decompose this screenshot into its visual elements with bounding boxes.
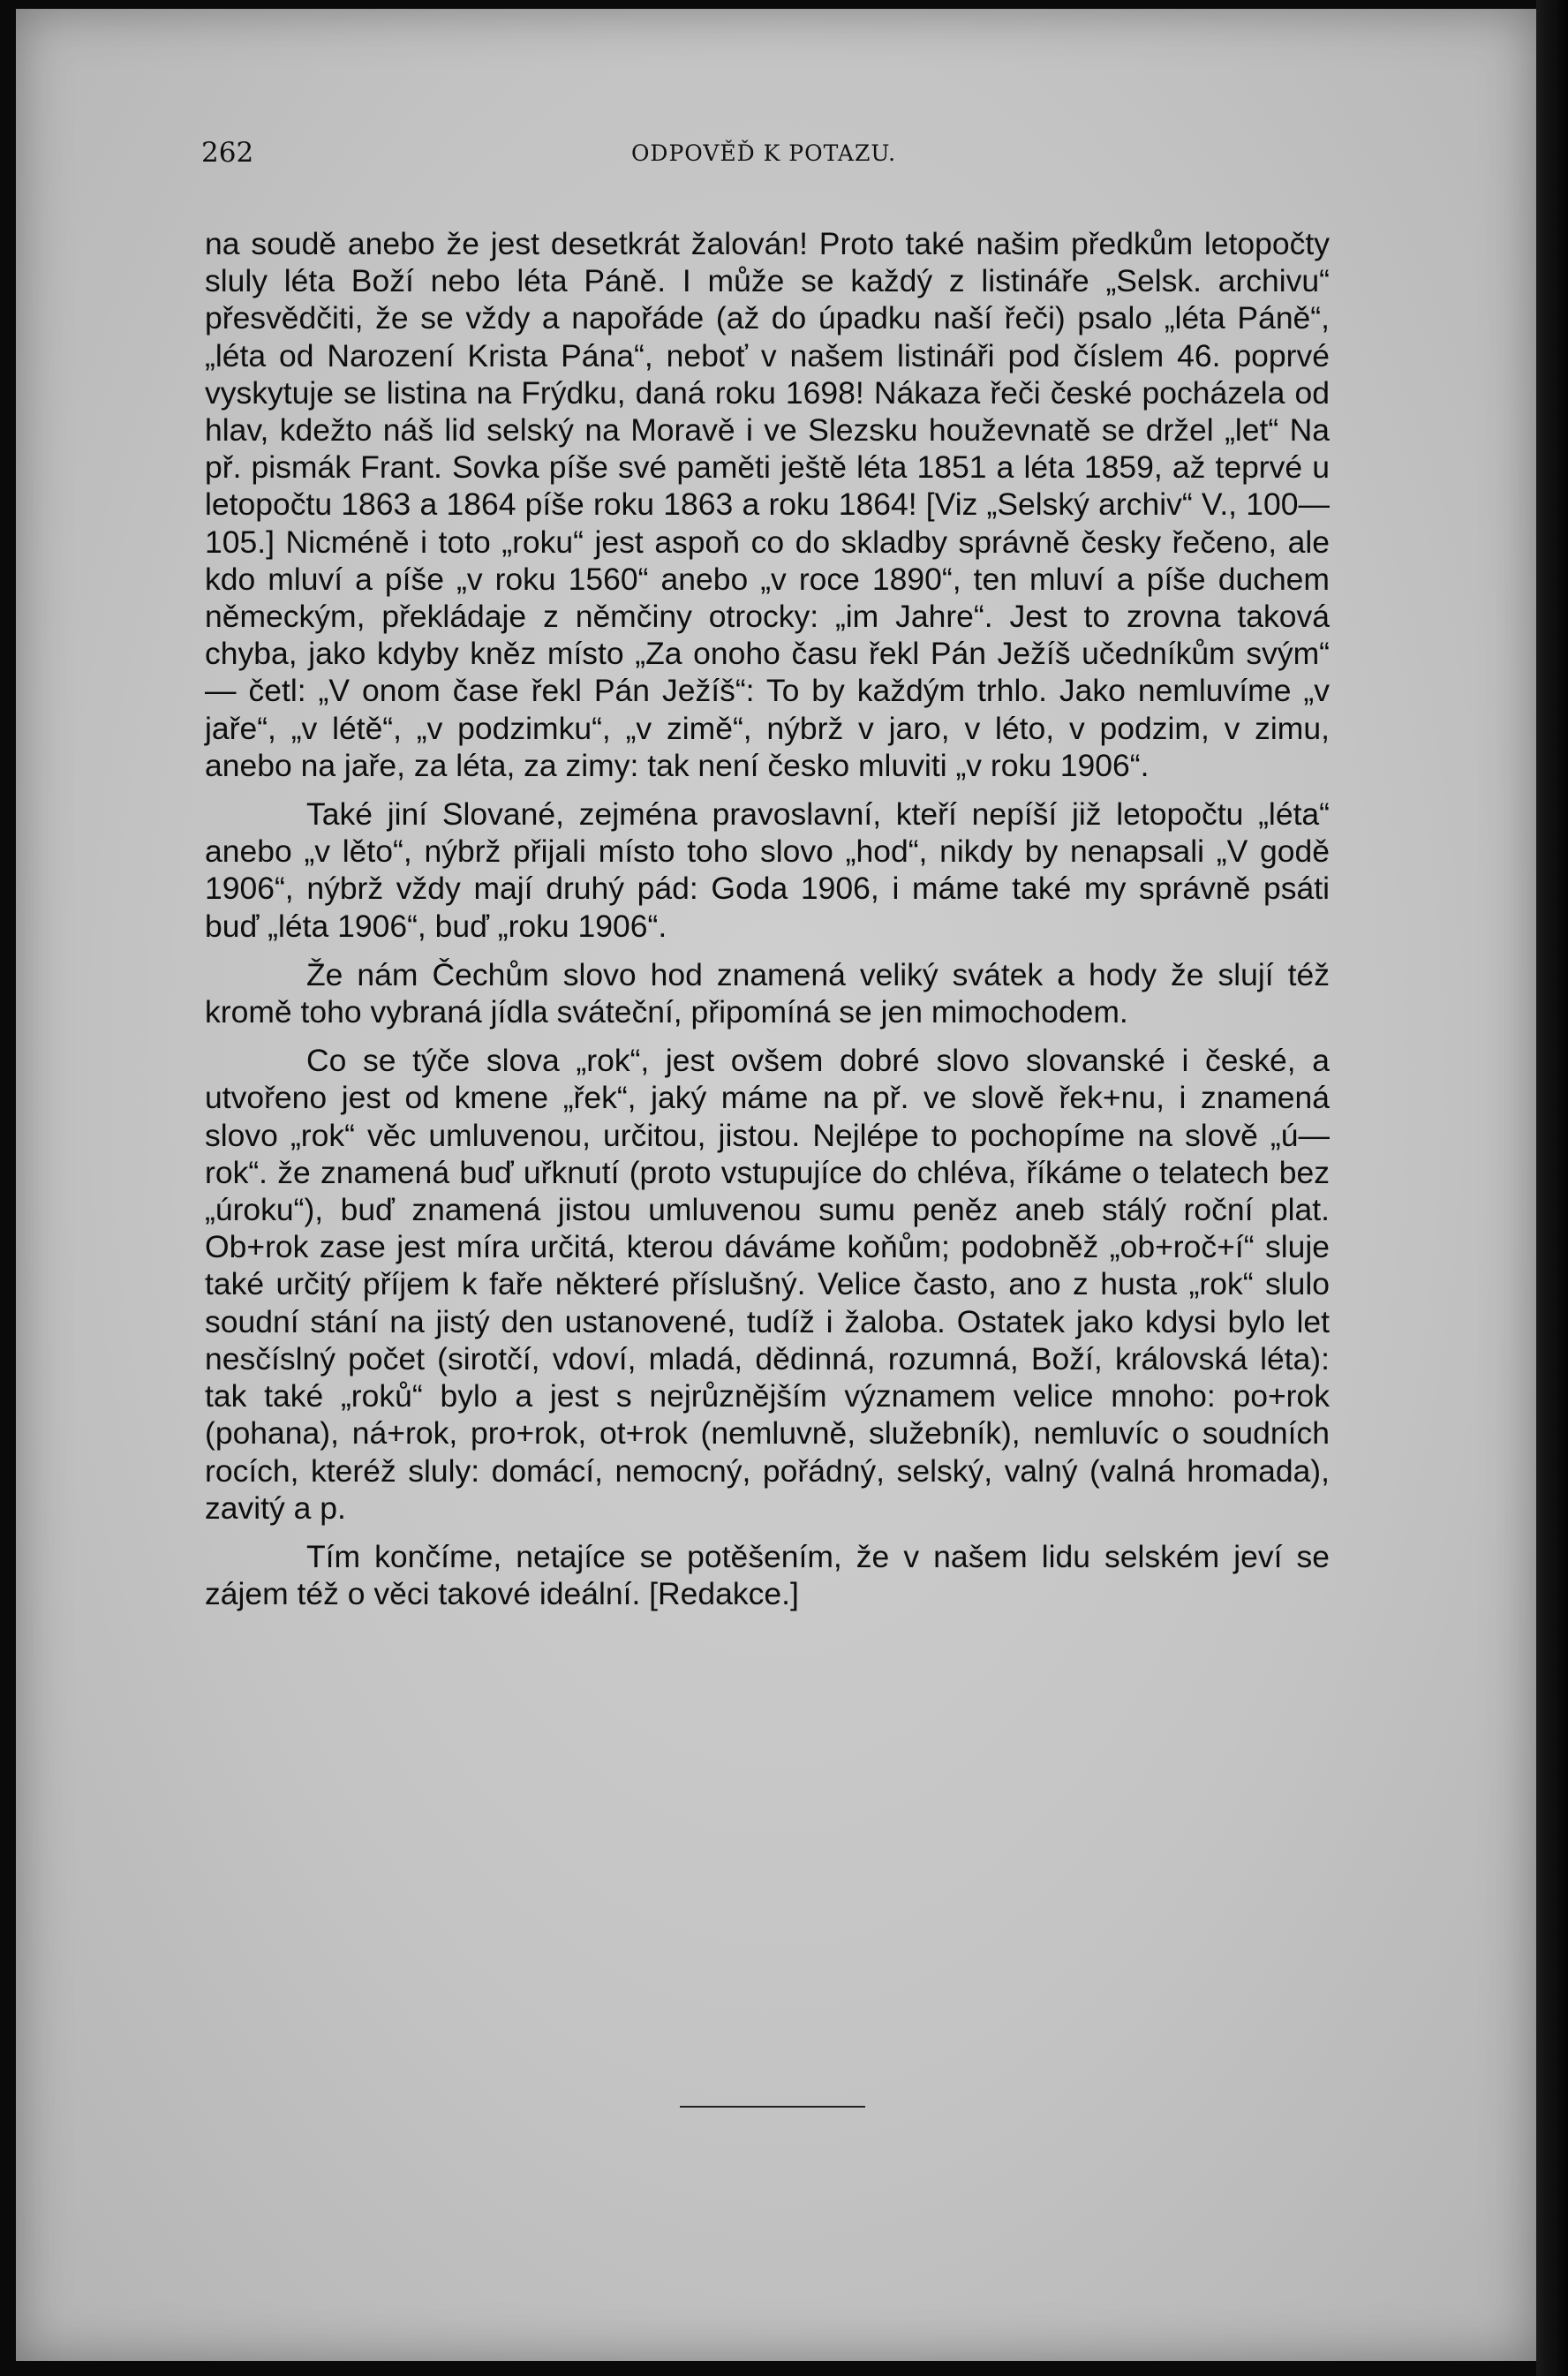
paragraph-3: Že nám Čechům slovo hod znamená veliký svátek a hody že slují též kromě toho vybraná jídla sváteční, připomíná se jen mimochodem. xyxy=(205,956,1330,1030)
paragraph-4: Co se týče slova „rok“, jest ovšem dobré slovo slovanské i české, a utvořeno jest od kmene „řek“, jaký máme na př. ve slově řek+nu, i znamená slovo „rok“ věc umluvenou, určitou, jistou. Nejlépe to pochopíme na slově „ú—rok“. že znamená buď uřknutí (proto vstupujíce do chléva, říkáme o telatech bez „úroku“), buď znamená jistou umluvenou sumu peněz aneb stálý roční plat. Ob+rok zase jest míra určitá, kterou dáváme koňům; podobněž „ob+roč+í“ sluje také určitý příjem k faře některé příslušný. Velice často, ano z husta „rok“ slulo soudní stání na jistý den ustanovené, tudíž i žaloba. Ostatek jako kdysi bylo let nesčíslný počet (sirotčí, vdoví, mladá, dědinná, rozumná, Boží, královská léta): tak také „roků“ bylo a jest s nejrůznějším významem velice mnoho: po+rok (pohana), ná+rok, pro+rok, ot+rok (nemluvně, služebník), nemluvíc o soudních rocích, kteréž sluly: domácí, nemocný, pořádný, selský, valný (valná hromada), zavitý a p. xyxy=(205,1043,1330,1526)
scan-right-edge xyxy=(1536,0,1568,2376)
page-number: 262 xyxy=(201,137,254,169)
paragraph-1: na soudě anebo že jest desetkrát žalován! Proto také našim předkům letopočty sluly léta Boží nebo léta Páně. I může se každý z listináře „Selsk. archivu“ přesvědčiti, že se vždy a napořáde (až do úpadku naší řeči) psalo „léta Páně“, „léta od Narození Krista Pána“, neboť v našem listináři pod číslem 46. poprvé vyskytuje se listina na Frýdku, daná roku 1698! Nákaza řeči české pocházela od hlav, kdežto náš lid selský na Moravě i ve Slezsku houževnatě se držel „let“ Na př. pismák Frant. Sovka píše své paměti ještě léta 1851 a léta 1859, až teprvé u letopočtu 1863 a 1864 píše roku 1863 a roku 1864! [Viz „Selský archiv“ V., 100—105.] Nicméně i toto „roku“ jest aspoň co do skladby správně česky řečeno, ale kdo mluví a píše „v roku 1560“ anebo „v roce 1890“, ten mluví a píše duchem německým, překládaje z němčiny otrocky: „im Jahre“. Jest to zrovna taková chyba, jako kdyby kněz místo „Za onoho času řekl Pán Ježíš učedníkům svým“ — četl: „V onom čase řekl Pán Ježíš“: To by každým trhlo. Jako nemluvíme „v jaře“, „v létě“, „v podzimku“, „v zimě“, nýbrž v jaro, v léto, v podzim, v zimu, anebo na jaře, za léta, za zimy: tak není česko mluviti „v roku 1906“. xyxy=(205,226,1330,783)
article-body xyxy=(205,225,1330,1624)
paragraph-5: Tím končíme, netajíce se potěšením, že v našem lidu selském jeví se zájem též o věci takové ideální. [Redakce.] xyxy=(205,1538,1330,1612)
closing-rule xyxy=(680,2106,865,2108)
paragraph-2: Také jiní Slované, zejména pravoslavní, kteří nepíší již letopočtu „léta“ anebo „v lěto“, nýbrž přijali místo toho slovo „hod“, nikdy by nenapsali „V godě 1906“, nýbrž vždy mají druhý pád: Goda 1906, i máme také my správně psáti buď „léta 1906“, buď „roku 1906“. xyxy=(205,796,1330,944)
running-head: ODPOVĚĎ K POTAZU. xyxy=(630,140,897,166)
page-header xyxy=(194,137,1333,172)
